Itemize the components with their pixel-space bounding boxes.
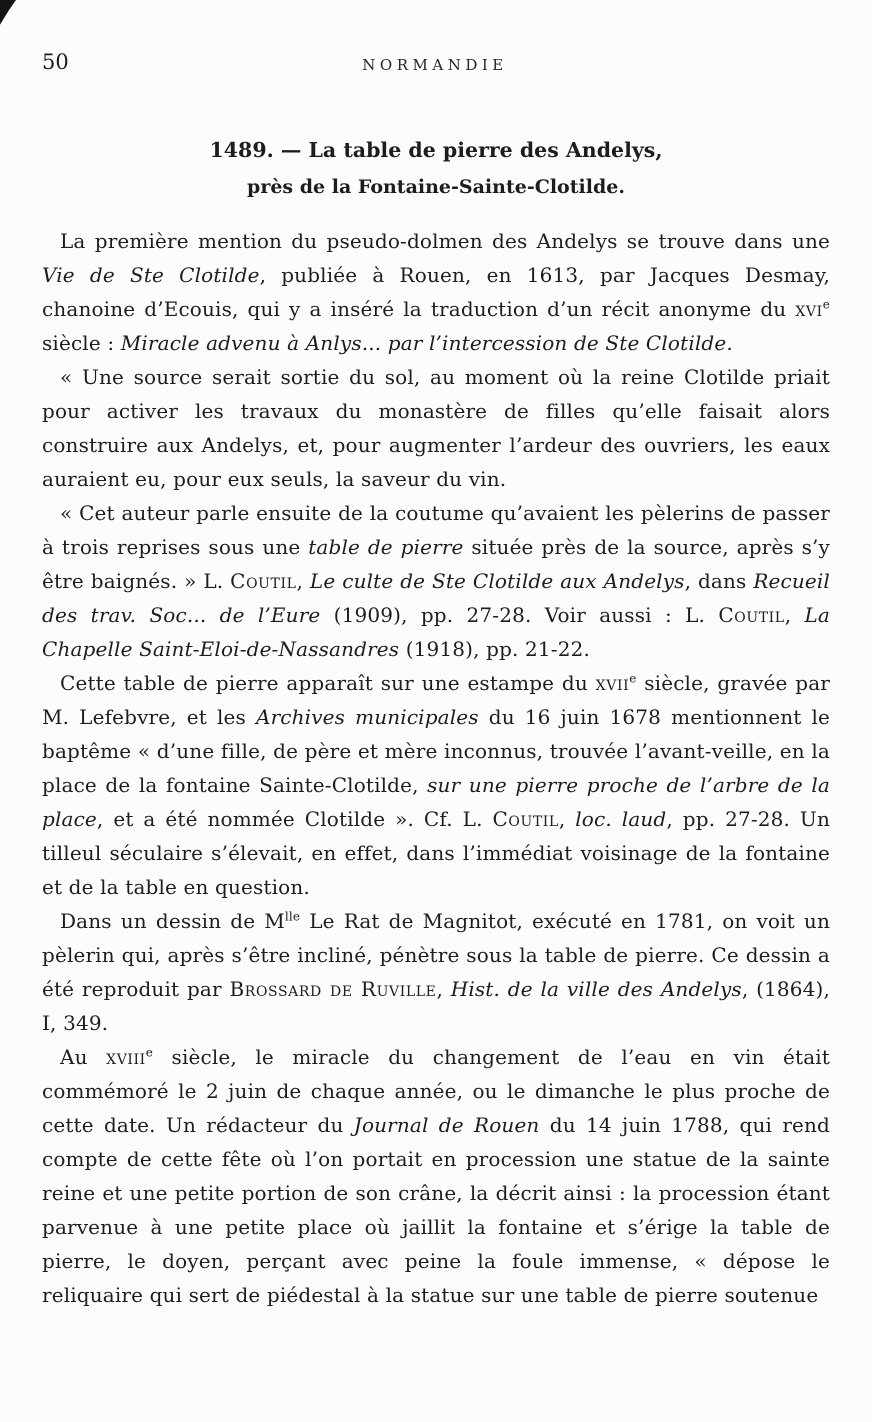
- body-text: [42, 224, 830, 1312]
- scan-artifact: [0, 0, 16, 26]
- article-subtitle: près de la Fontaine-Sainte-Clotilde.: [247, 176, 625, 198]
- running-header: NORMANDIE: [362, 56, 508, 74]
- paragraph: Dans un dessin de $M^{lle}$ Le Rat de Magnitot, exécuté en 1781, on voit un pèlerin qui, après s’être incliné, pénètre sous la table de pierre. Ce dessin a été reproduit par Brossard de Ruville, Hist. de la ville des Andelys, (1864), I, 349.: [42, 909, 831, 1035]
- article-title-block: [0, 138, 872, 198]
- page-number: 50: [42, 50, 69, 74]
- article-title: 1489. — La table de pierre des Andelys,: [209, 138, 663, 162]
- paragraph: « Une source serait sortie du sol, au moment où la reine Clotilde priait pour activer les travaux du monastère de filles qu’elle faisait alors construire aux Andelys, et, pour augmenter l’ardeur des ouvriers, les eaux auraient eu, pour eux seuls, la saveur du vin.: [42, 365, 830, 491]
- paragraph: La première mention du pseudo-dolmen des Andelys se trouve dans une Vie de Ste Clotilde, publiée à Rouen, en 1613, par Jacques Desmay, chanoine d’Ecouis, qui y a inséré la traduction d’un récit anonyme du xvi$^e$ siècle : Miracle advenu à Anlys... par l’intercession de Ste Clotilde.: [42, 229, 831, 355]
- paragraph: « Cet auteur parle ensuite de la coutume qu’avaient les pèlerins de passer à trois reprises sous une table de pierre située près de la source, après s’y être baignés. » L. Coutil, Le culte de Ste Clotilde aux Andelys, dans Recueil des trav. Soc... de l’Eure (1909), pp. 27-28. Voir aussi : L. Coutil, La Chapelle Saint-Eloi-de-Nassandres (1918), pp. 21-22.: [42, 501, 831, 661]
- page-header: [42, 48, 828, 78]
- paragraph: Au xviii$^e$ siècle, le miracle du changement de l’eau en vin était commémoré le 2 juin de chaque année, ou le dimanche le plus proche de cette date. Un rédacteur du Journal de Rouen du 14 juin 1788, qui rend compte de cette fête où l’on portait en procession une statue de la sainte reine et une petite portion de son crâne, la décrit ainsi : la procession étant parvenue à une petite place où jaillit la fontaine et s’érige la table de pierre, le doyen, perçant avec peine la foule immense, « dépose le reliquaire qui sert de piédestal à la statue sur une table de pierre soutenue: [42, 1045, 831, 1307]
- paragraph: Cette table de pierre apparaît sur une estampe du xvii$^e$ siècle, gravée par M. Lefebvre, et les Archives municipales du 16 juin 1678 mentionnent le baptême « d’une fille, de père et mère inconnus, trouvée l’avant-veille, en la place de la fontaine Sainte-Clotilde, sur une pierre proche de l’arbre de la place, et a été nommée Clotilde ». Cf. L. Coutil, loc. laud, pp. 27-28. Un tilleul séculaire s’élevait, en effet, dans l’immédiat voisinage de la fontaine et de la table en question.: [42, 671, 830, 899]
